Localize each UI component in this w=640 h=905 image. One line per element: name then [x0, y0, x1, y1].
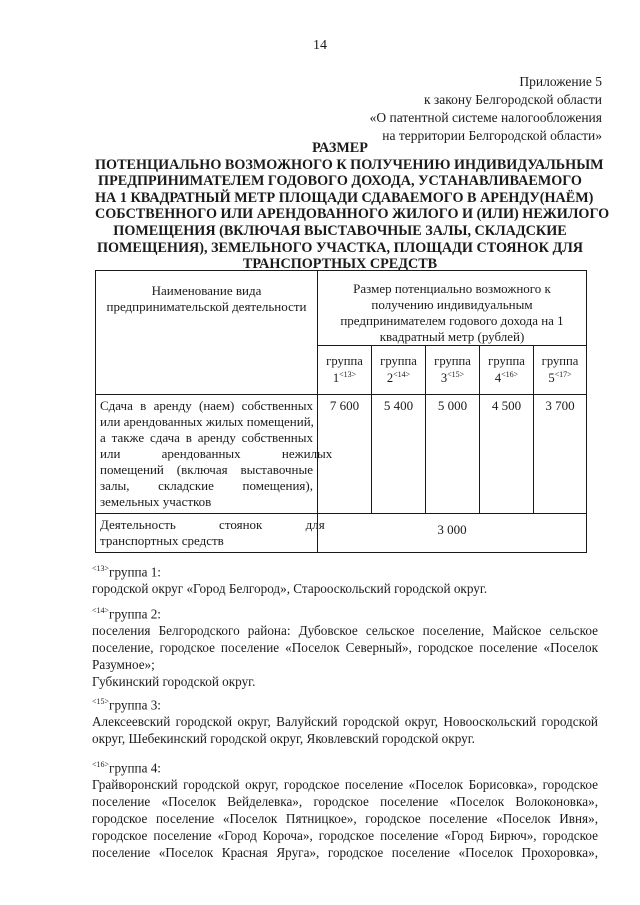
activity-column-header: Наименование вида предпринимательской деятельности — [96, 271, 318, 395]
activity-parking-label: Деятельность стоянок для транспортных средств — [96, 514, 318, 553]
title-line: ПОМЕЩЕНИЯ), ЗЕМЕЛЬНОГО УЧАСТКА, ПЛОЩАДИ СТОЯНОК ДЛЯ — [96, 239, 584, 256]
group-header: группа $5^{<17>}$ — [534, 346, 587, 395]
table-cell: 5 000 — [426, 395, 480, 514]
table-row — [96, 395, 587, 514]
appendix-heading — [370, 73, 602, 145]
table-row — [96, 514, 587, 553]
title-line: РАЗМЕР — [312, 140, 368, 156]
title-line: ПРЕДПРИНИМАТЕЛЕМ ГОДОВОГО ДОХОДА, УСТАНАВЛИВАЕМОГО — [98, 173, 582, 190]
title-line: ПОМЕЩЕНИЯ (ВКЛЮЧАЯ ВЫСТАВОЧНЫЕ ЗАЛЫ, СКЛАДСКИЕ — [113, 222, 567, 239]
activity-rent-label: Сдача в аренду (наем) собственных или арендованных жилых помещений, а также сдача в аренду собственных или арендованных нежилых помещений (включая выставочные залы, складские помещения), земельных участков — [96, 395, 318, 514]
income-column-header: Размер потенциально возможного к получению индивидуальным предпринимателем годового дохода на 1 квадратный метр (рублей) — [318, 271, 587, 346]
table-cell: 7 600 — [318, 395, 372, 514]
page-number: 14 — [313, 38, 327, 53]
group-header: группа $2^{<14>}$ — [372, 346, 426, 395]
footnote-16: $^{<16>}$группа 4: Грайворонский городской округ, городское поселение «Поселок Борисовка», городское поселение «Поселок Вейделевка», городское поселение «Поселок Волоконовка», городское поселение «Поселок Пятницкое», городское поселение «Поселок Ивня», городское поселение «Город Короча», городское поселение «Город Бирюч», городское поселение «Поселок Красная Яруга», городское поселение «Поселок Прохоровка», — [92, 760, 598, 861]
title-line: ПОТЕНЦИАЛЬНО ВОЗМОЖНОГО К ПОЛУЧЕНИЮ ИНДИВИДУАЛЬНЫМ — [95, 156, 604, 173]
group-header: группа $3^{<15>}$ — [426, 346, 480, 395]
title-line: ТРАНСПОРТНЫХ СРЕДСТВ — [242, 256, 438, 273]
table-cell: 3 700 — [534, 395, 587, 514]
footnote-13: $^{<13>}$группа 1: городской округ «Город Белгород», Старооскольский городской округ. — [92, 564, 488, 597]
table-cell: 5 400 — [372, 395, 426, 514]
income-table — [95, 270, 587, 553]
title-line: СОБСТВЕННОГО ИЛИ АРЕНДОВАННОГО ЖИЛОГО И (ИЛИ) НЕЖИЛОГО — [95, 206, 610, 223]
appendix-line: Приложение 5 — [519, 74, 602, 89]
table-cell: 4 500 — [480, 395, 534, 514]
table-cell: 3 000 — [318, 514, 587, 553]
appendix-line: «О патентной системе налогообложения — [369, 110, 602, 125]
footnote-14: $^{<14>}$группа 2: поселения Белгородского района: Дубовское сельское поселение, Майское сельское поселение, городское поселение «Поселок Северный», городское поселение «Поселок Разумное»; Губкинский городской округ. — [92, 606, 598, 690]
footnote-15: $^{<15>}$группа 3: Алексеевский городской округ, Валуйский городской округ, Новооскольский городской округ, Шебекинский городской округ, Яковлевский городской округ. — [92, 697, 598, 747]
appendix-line: к закону Белгородской области — [424, 92, 602, 107]
table-header-row — [96, 271, 587, 346]
title-line: НА 1 КВАДРАТНЫЙ МЕТР ПЛОЩАДИ СДАВАЕМОГО В АРЕНДУ(НАЁМ) — [95, 189, 594, 206]
document-title — [95, 140, 610, 273]
appendix-line: на территории Белгородской области» — [382, 128, 602, 143]
group-header: группа $4^{<16>}$ — [480, 346, 534, 395]
group-header: группа $1^{<13>}$ — [318, 346, 372, 395]
